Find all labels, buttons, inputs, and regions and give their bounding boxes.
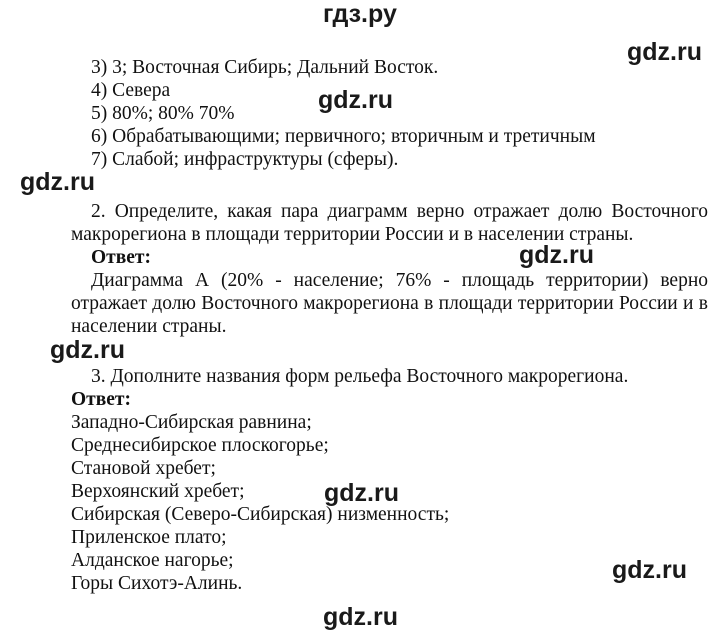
landform-item: Алданское нагорье; (71, 550, 234, 571)
watermark: gdz.ru (612, 556, 687, 584)
watermark: gdz.ru (519, 241, 594, 269)
landform-item: Верхоянский хребет; (71, 481, 245, 502)
landform-item: Становой хребет; (71, 458, 216, 479)
question-2-answer-text: Диаграмма А (20% - население; 76% - площадь территории) верно отражает долю Восточного макрорегиона в площади территории России и в населении страны. (71, 270, 708, 337)
answer-line: 7) Слабой; инфраструктуры (сферы). (91, 149, 399, 170)
watermark: gdz.ru (50, 336, 125, 364)
landform-item: Сибирская (Северо-Сибирская) низменность; (71, 504, 450, 525)
answer-line: 4) Севера (91, 80, 171, 101)
landform-item: Горы Сихотэ-Алинь. (71, 573, 243, 594)
landform-item: Западно-Сибирская равнина; (71, 412, 312, 433)
question-2-answer-label: Ответ: (91, 247, 152, 268)
header-watermark: гдз.ру (323, 0, 397, 28)
question-2-text: 2. Определите, какая пара диаграмм верно отражает долю Восточного макрорегиона в площади территории России и в населении страны. (71, 201, 708, 245)
landform-item: Среднесибирское плоскогорье; (71, 435, 329, 456)
landform-item: Приленское плато; (71, 527, 227, 548)
question-3-text: 3. Дополните названия форм рельефа Восточного макрорегиона. (91, 366, 629, 387)
footer-watermark: gdz.ru (323, 603, 398, 631)
watermark: gdz.ru (324, 479, 399, 507)
question-3-answer-label: Ответ: (71, 389, 132, 410)
answer-line: 3) 3; Восточная Сибирь; Дальний Восток. (91, 57, 439, 78)
answer-line: 5) 80%; 80% 70% (91, 103, 235, 124)
watermark: gdz.ru (627, 38, 702, 66)
answer-line: 6) Обрабатывающими; первичного; вторичным и третичным (91, 126, 596, 147)
watermark: gdz.ru (318, 86, 393, 114)
watermark: gdz.ru (20, 168, 95, 196)
